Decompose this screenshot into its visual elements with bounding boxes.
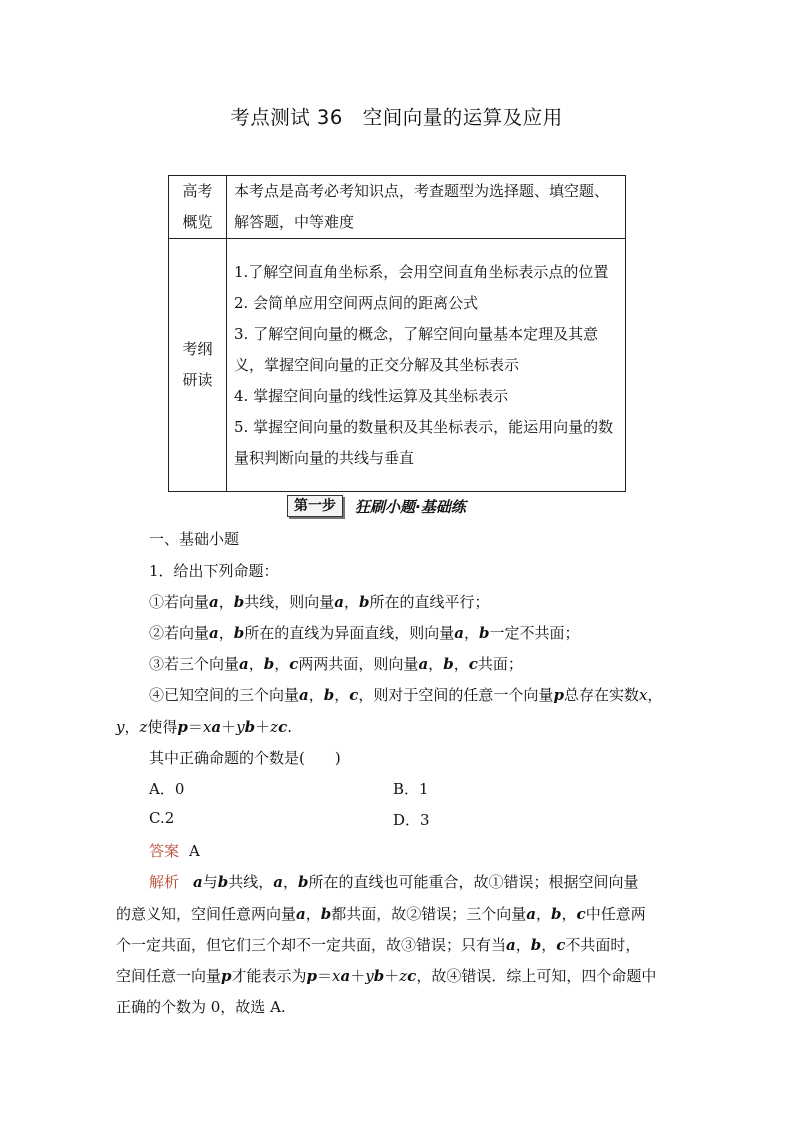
text: 个一定共面，但它们三个却不一定共面，故③错误；只有当 — [116, 936, 507, 954]
vector: c — [576, 905, 586, 923]
variable: x — [332, 967, 341, 985]
vector: a — [273, 873, 284, 891]
text: ， — [464, 624, 480, 642]
vector: b — [298, 873, 309, 891]
vector: a — [239, 655, 249, 673]
vector: b — [479, 624, 490, 642]
text: ， — [283, 873, 299, 891]
vector: a — [209, 593, 219, 611]
text: ， — [334, 686, 350, 704]
text: ，故④错误．综上可知，四个命题中 — [416, 967, 657, 985]
text: 都共面，故②错误；三个向量 — [331, 905, 527, 923]
text: ， — [541, 936, 557, 954]
text: ＝ — [187, 718, 203, 736]
vector: a — [454, 624, 465, 642]
text: ， — [274, 655, 290, 673]
text: ＝ — [317, 967, 333, 985]
text: ， — [515, 936, 531, 954]
text: 的意义知，空间任意两向量 — [116, 905, 297, 923]
proposition-4-line-1 — [149, 684, 662, 705]
text: ， — [308, 686, 324, 704]
proposition-2 — [149, 622, 580, 643]
vector: c — [278, 718, 288, 736]
vector: b — [233, 624, 245, 642]
vector: c — [289, 655, 299, 673]
list-item: 1.了解空间直角坐标系，会用空间直角坐标表示点的位置 — [234, 262, 609, 281]
text: ， — [218, 593, 234, 611]
analysis-line-3 — [116, 934, 681, 955]
text: ， — [453, 655, 469, 673]
section-heading: 一、基础小题 — [149, 530, 240, 548]
vector: p — [553, 686, 564, 704]
vector: p — [306, 967, 318, 985]
vector: a — [299, 686, 309, 704]
text: 所在的直线平行； — [369, 593, 490, 611]
text: 所在的直线也可能重合，故①错误；根据空间向量 — [308, 873, 639, 891]
variable: y — [116, 718, 125, 736]
text: 与 — [202, 873, 218, 891]
text: ， — [428, 655, 444, 673]
row-content — [227, 239, 626, 492]
step-banner — [287, 494, 466, 518]
proposition-1 — [149, 591, 490, 612]
variable: z — [270, 718, 279, 736]
text: 空间任意一向量 — [116, 967, 222, 985]
text: ②若向量 — [149, 624, 210, 642]
text: ③若三个向量 — [149, 655, 240, 673]
text: ， — [124, 718, 140, 736]
option-a: A．0 — [149, 780, 185, 798]
step-title: 狂刷小题·基础练 — [355, 497, 466, 516]
vector: a — [211, 718, 222, 736]
analysis-line-1 — [149, 871, 639, 892]
text: 中任意两 — [585, 905, 646, 923]
vector: a — [334, 593, 345, 611]
step-badge: 第一步 — [287, 495, 343, 517]
text: 共线，则向量 — [244, 593, 335, 611]
list-item: 5. 掌握空间向量的数量积及其坐标表示，能运用向量的数量积判断向量的共线与垂直 — [234, 417, 614, 467]
row-header — [169, 239, 227, 492]
variable: x — [638, 686, 648, 704]
table-row — [169, 176, 626, 239]
list-item: 3. 了解空间向量的概念，了解空间向量基本定理及其意义，掌握空间向量的正交分解及其坐标表示 — [234, 324, 599, 374]
vector: a — [193, 873, 203, 891]
proposition-3 — [149, 653, 523, 674]
option-b: B．1 — [393, 780, 429, 798]
text: 共线， — [228, 873, 274, 891]
option-d: D．3 — [393, 811, 430, 829]
vector: b — [443, 655, 454, 673]
analysis-label: 解析 — [149, 873, 180, 891]
text: ， — [344, 593, 360, 611]
vector: b — [320, 905, 332, 923]
vector: b — [217, 873, 229, 891]
analysis-line-4 — [116, 965, 681, 986]
info-table — [168, 175, 626, 492]
vector: c — [468, 655, 478, 673]
vector: b — [359, 593, 370, 611]
text: ＋ — [350, 967, 366, 985]
question-stem: 1．给出下列命题： — [149, 562, 279, 580]
question-ask: 其中正确命题的个数是( ) — [149, 749, 341, 767]
vector: b — [263, 655, 275, 673]
text: 才能表示为 — [231, 967, 307, 985]
proposition-4-line-2 — [116, 716, 681, 737]
option-c: C.2 — [149, 809, 175, 827]
text: ＋ — [384, 967, 400, 985]
table-row — [169, 239, 626, 492]
text: 不共面时， — [565, 936, 641, 954]
variable: z — [399, 967, 408, 985]
variable: z — [139, 718, 148, 736]
row-header-line: 概览 — [182, 213, 213, 231]
text: 两两共面，则向量 — [298, 655, 419, 673]
vector: b — [233, 593, 245, 611]
vector: c — [556, 936, 566, 954]
vector: b — [244, 718, 256, 736]
page-title: 考点测试 36 空间向量的运算及应用 — [230, 106, 563, 129]
vector: p — [221, 967, 232, 985]
text: 总存在实数 — [563, 686, 639, 704]
analysis-line-5: 正确的个数为 0，故选 A. — [116, 998, 286, 1016]
text: ，则对于空间的任意一个向量 — [358, 686, 554, 704]
vector: b — [373, 967, 385, 985]
variable: x — [202, 718, 212, 736]
text: . — [287, 718, 292, 736]
vector: a — [340, 967, 351, 985]
text: ， — [561, 905, 577, 923]
text: ， — [218, 624, 234, 642]
vector: b — [323, 686, 335, 704]
answer-label: 答案 — [149, 842, 180, 860]
variable: y — [365, 967, 374, 985]
text: ， — [248, 655, 264, 673]
answer-line — [149, 840, 200, 861]
vector: b — [551, 905, 562, 923]
text: 使得 — [147, 718, 178, 736]
vector: b — [530, 936, 542, 954]
row-header-line: 高考 — [182, 182, 213, 200]
text: ①若向量 — [149, 593, 210, 611]
row-content: 本考点是高考必考知识点，考查题型为选择题、填空题、解答题，中等难度 — [227, 176, 626, 239]
list-item: 4. 掌握空间向量的线性运算及其坐标表示 — [234, 386, 509, 405]
row-header-line: 研读 — [182, 371, 213, 389]
vector: c — [349, 686, 359, 704]
vector: a — [418, 655, 429, 673]
vector: a — [526, 905, 537, 923]
vector: a — [506, 936, 516, 954]
text: ④已知空间的三个向量 — [149, 686, 300, 704]
vector: a — [209, 624, 219, 642]
list-item: 2. 会简单应用空间两点间的距离公式 — [234, 293, 479, 312]
text: 共面； — [477, 655, 523, 673]
vector: c — [407, 967, 417, 985]
text: 一定不共面； — [489, 624, 580, 642]
variable: y — [236, 718, 245, 736]
text: ＋ — [255, 718, 271, 736]
text: ＋ — [221, 718, 237, 736]
row-header — [169, 176, 227, 239]
text: 所在的直线为异面直线，则向量 — [244, 624, 455, 642]
vector: a — [296, 905, 306, 923]
answer-value: A — [189, 842, 200, 860]
text: ， — [647, 686, 663, 704]
row-header-line: 考纲 — [182, 340, 213, 358]
analysis-line-2 — [116, 903, 681, 924]
text: ， — [536, 905, 552, 923]
vector: p — [177, 718, 188, 736]
text: ， — [305, 905, 321, 923]
